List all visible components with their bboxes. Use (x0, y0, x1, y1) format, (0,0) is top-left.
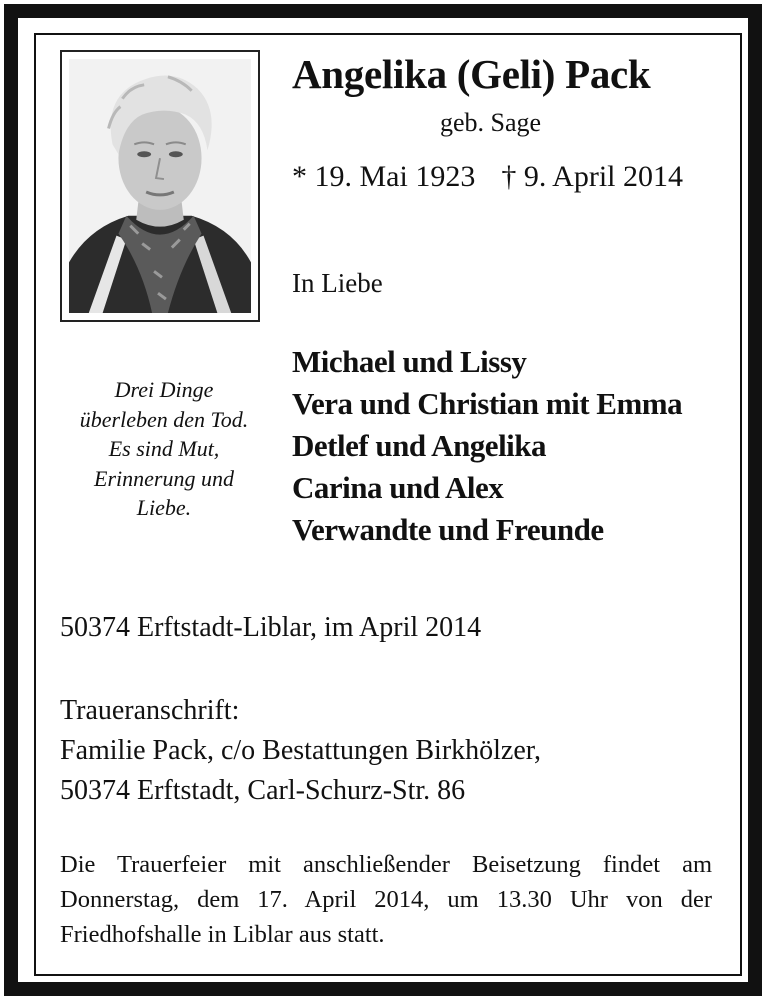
mourners-list (292, 341, 682, 551)
address-line: 50374 Erftstadt, Carl-Schurz-Str. 86 (60, 775, 466, 806)
birth-date: * 19. Mai 1923 (292, 160, 476, 193)
quote-line: Es sind Mut, (108, 436, 220, 461)
mourner-entry: Carina und Alex (292, 470, 504, 505)
memorial-quote (56, 375, 272, 523)
life-dates (292, 160, 683, 194)
quote-line: Erinnerung und (94, 465, 234, 491)
mourning-address (60, 691, 541, 811)
ceremony-notice: Die Trauerfeier mit anschließender Beisetzung findet am Donnerstag, dem 17. April 2014, um 13.30 Uhr von der Friedhofshalle in Liblar aus statt. (60, 851, 712, 948)
death-date: † 9. April 2014 (501, 160, 683, 193)
address-line: Familie Pack, c/o Bestattungen Birkhölzer, (60, 735, 541, 766)
quote-line: überleben den Tod. (79, 406, 249, 432)
place-date: 50374 Erftstadt-Liblar, im April 2014 (60, 612, 482, 643)
mourner-entry: Verwandte und Freunde (292, 512, 604, 547)
portrait-photo (69, 59, 251, 313)
portrait-frame (60, 50, 260, 322)
quote-line: Drei Dinge (114, 377, 214, 402)
deceased-name: Angelika (Geli) Pack (292, 51, 651, 97)
address-heading: Traueranschrift: (60, 695, 240, 726)
mourner-entry: Michael und Lissy (292, 344, 527, 379)
mourner-entry: Vera und Christian mit Emma (292, 386, 683, 421)
quote-line: Liebe. (136, 495, 192, 520)
mourner-entry: Detlef und Angelika (292, 428, 547, 463)
birth-name: geb. Sage (440, 108, 542, 137)
in-love-line: In Liebe (292, 268, 383, 298)
